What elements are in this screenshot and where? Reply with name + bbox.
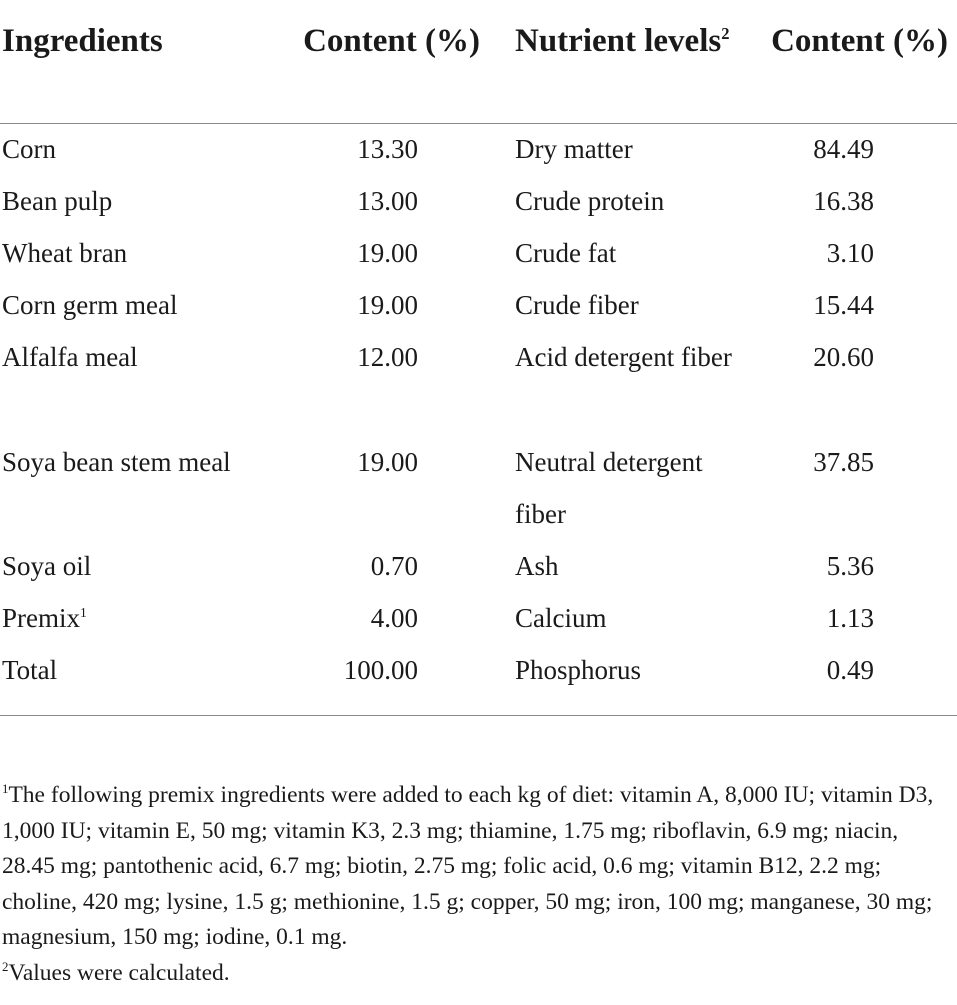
- header-nutrient-levels: [515, 20, 735, 62]
- nutrient-cell: Crude fiber: [515, 290, 639, 320]
- header-content-left: Content (%): [303, 23, 480, 59]
- ingredient-content-cell: 19.00: [357, 238, 418, 268]
- ingredient-cell: Corn germ meal: [2, 290, 178, 320]
- footnote-2: [2, 956, 952, 992]
- ingredient-content-cell: 12.00: [357, 342, 418, 372]
- table-footnotes: [2, 778, 952, 991]
- nutrient-content-cell: 0.49: [826, 655, 874, 685]
- footnote-1-mark: 1: [2, 781, 9, 797]
- ingredient-cell: Soya oil: [2, 551, 92, 581]
- nutrient-content-cell: 37.85: [813, 447, 874, 477]
- nutrient-content-cell: 1.13: [826, 603, 874, 633]
- ingredient-content-cell: 19.00: [357, 447, 418, 477]
- ingredient-cell: Wheat bran: [2, 238, 128, 268]
- ingredient-name: Premix: [2, 603, 80, 633]
- footnote-1: [2, 778, 952, 956]
- nutrient-content-cell: 84.49: [813, 134, 874, 164]
- nutrient-cell: Phosphorus: [515, 655, 642, 685]
- nutrient-cell: Dry matter: [515, 134, 633, 164]
- footnote-2-mark: 2: [2, 958, 9, 974]
- nutrient-cell: Acid detergent fiber: [515, 342, 732, 372]
- footnote-mark-1: 1: [80, 605, 87, 620]
- nutrient-content-cell: 3.10: [826, 238, 874, 268]
- ingredient-cell: Total: [2, 655, 58, 685]
- nutrient-content-cell: 15.44: [813, 290, 874, 320]
- nutrient-content-cell: 16.38: [813, 186, 874, 216]
- ingredient-cell: Bean pulp: [2, 186, 113, 216]
- nutrient-cell: Crude protein: [515, 186, 665, 216]
- ingredient-cell: Corn: [2, 134, 56, 164]
- nutrient-cell: Neutral detergent fiber: [515, 447, 703, 529]
- footnote-1-text: The following premix ingredients were added to each kg of diet: vitamin A, 8,000 IU; vitamin D3, 1,000 IU; vitamin E, 50 mg; vitamin K3, 2.3 mg; thiamine, 1.75 mg; riboflavin, 6.9 mg; niacin, 28.45 mg; pantothenic acid, 6.7 mg; biotin, 2.75 mg; folic acid, 0.6 mg; vitamin B12, 2.2 mg; choline, 420 mg; lysine, 1.5 g; methionine, 1.5 g; copper, 50 mg; iron, 100 mg; manganese, 30 mg; magnesium, 150 mg; iodine, 0.1 mg.: [2, 782, 934, 950]
- ingredient-content-cell: 100.00: [343, 655, 418, 685]
- header-nutrient-levels-text: Nutrient levels: [515, 23, 722, 59]
- footnote-mark-2: 2: [721, 24, 730, 43]
- table-bottom-rule: [0, 715, 957, 716]
- nutrient-cell: Ash: [515, 551, 559, 581]
- nutrient-content-cell: 5.36: [826, 551, 874, 581]
- ingredient-cell: Soya bean stem meal: [2, 447, 231, 477]
- ingredient-cell: Alfalfa meal: [2, 342, 138, 372]
- header-content-right: Content (%): [771, 23, 948, 59]
- ingredient-content-cell: 13.00: [357, 186, 418, 216]
- ingredient-content-cell: 19.00: [357, 290, 418, 320]
- ingredient-cell: [2, 592, 87, 644]
- ingredient-content-cell: 4.00: [370, 603, 418, 633]
- nutrient-content-cell: 20.60: [813, 342, 874, 372]
- ingredient-content-cell: 0.70: [370, 551, 418, 581]
- ingredient-content-cell: 13.30: [357, 134, 418, 164]
- nutrient-cell: Calcium: [515, 603, 607, 633]
- footnote-2-text: Values were calculated.: [8, 959, 230, 986]
- nutrient-cell: Crude fat: [515, 238, 617, 268]
- header-ingredients: Ingredients: [2, 23, 163, 59]
